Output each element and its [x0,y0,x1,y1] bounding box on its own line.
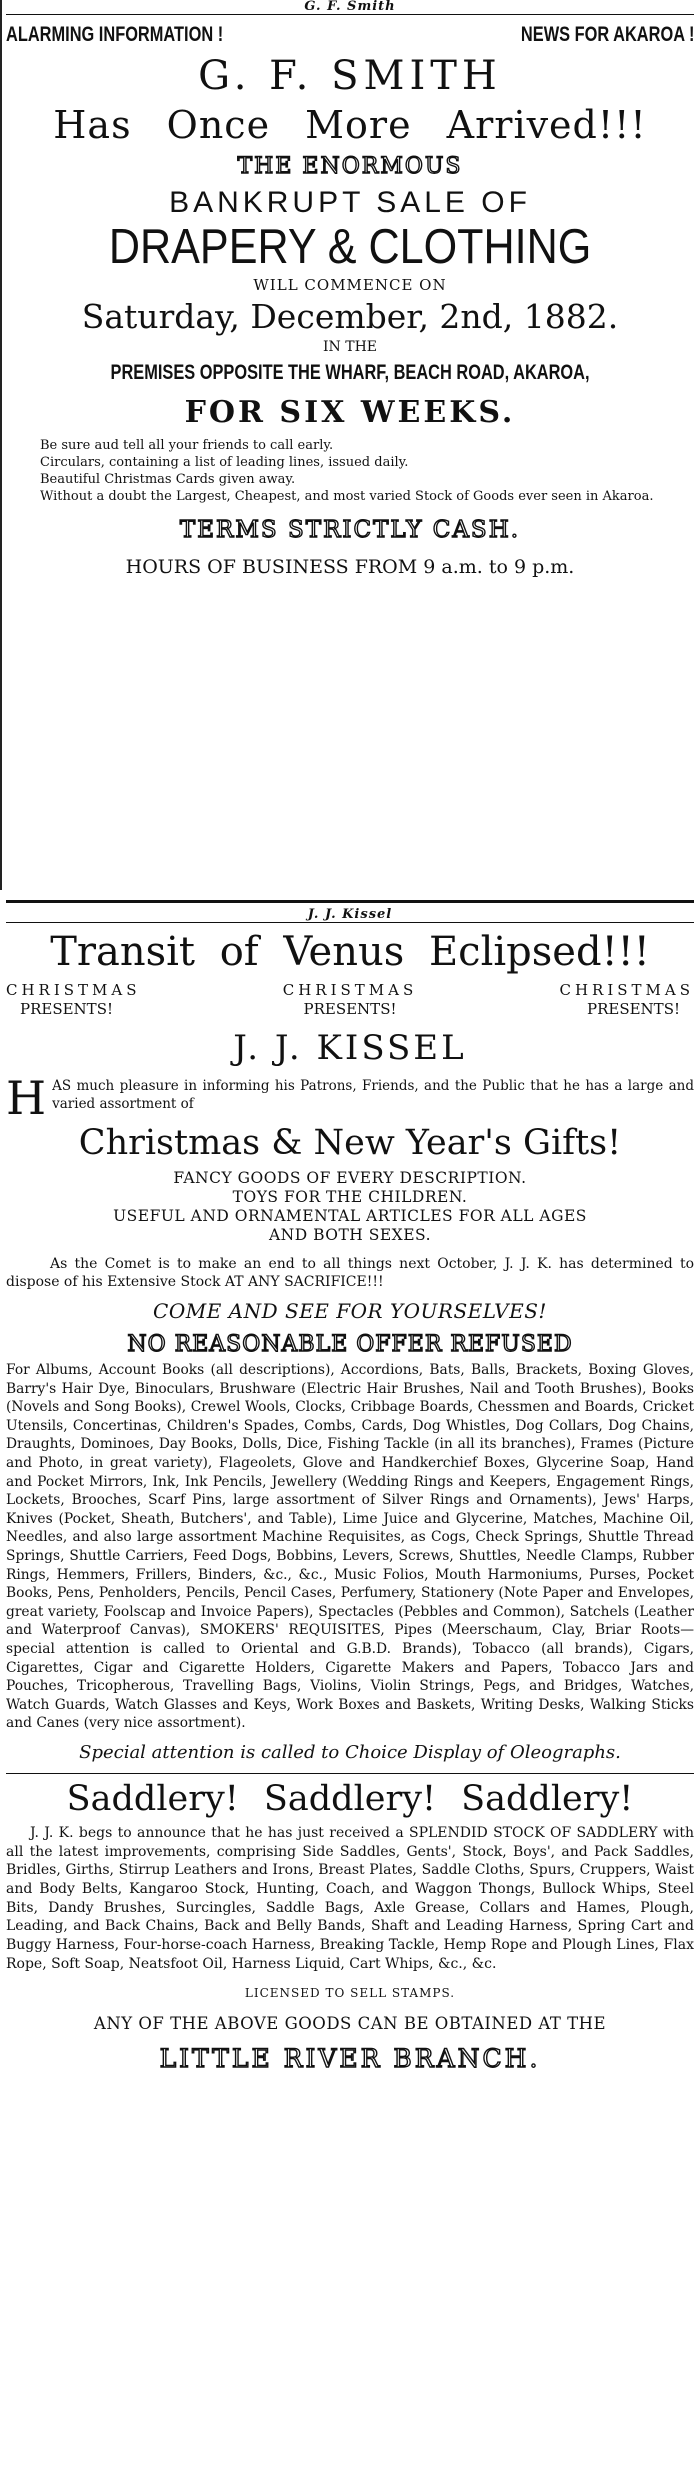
notice-line: Be sure aud tell all your friends to call early. [40,438,334,453]
branch-row [0,2036,700,2080]
bankrupt-heading: BANKRUPT SALE OF [169,186,531,219]
presents-label: PRESENTS! [303,1000,397,1018]
offer-row [0,1331,700,1361]
enormous-heading: THE ENORMOUS [237,154,463,179]
offer-heading: NO REASONABLE OFFER REFUSED [127,1332,573,1357]
christmas-label: CHRISTMAS [6,981,141,999]
premises-row [0,357,700,389]
obtained-line: ANY OF THE ABOVE GOODS CAN BE OBTAINED AT THE [93,2013,607,2033]
arrived-heading: Has Once More Arrived!!! [53,103,647,147]
saddlery-heading: Saddlery! Saddlery! Saddlery! [66,1778,634,1819]
six-weeks-row [0,389,700,437]
stamps-line: LICENSED TO SELL STAMPS. [244,1985,456,2000]
alarm-left: ALARMING INFORMATION ! [6,23,224,46]
enormous-row [0,147,700,185]
merchant-name: G. F. SMITH [198,53,502,99]
oleographs-line: Special attention is called to Choice Display of Oleographs. [79,1741,621,1763]
stock-line: Without a doubt the Largest, Cheapest, and most varied Stock of Goods ever seen in Akaroa. [40,489,654,504]
useful-line: USEFUL AND ORNAMENTAL ARTICLES FOR ALL AGES [113,1207,587,1225]
in-the-line: IN THE [323,339,377,355]
drapery-heading: DRAPERY & CLOTHING [108,220,592,274]
goods-list: For Albums, Account Books (all descriptions), Accordions, Bats, Balls, Brackets, Boxing Gloves, Barry's Hair Dye, Binoculars, Brushware (Electric Hair Brushes, Nail and Tooth Brushes), Books (Novels and Song Books), Crewel Wools, Clocks, Cribbage Boards, Chessmen and Boards, Cricket Utensils, Concertinas, Children's Spades, Combs, Cards, Dog Whistles, Dog Collars, Dog Chains, Draughts, Dominoes, Day Books, Dolls, Dice, Fishing Tackle (in all its branches), Frames (Picture and Photo, in great variety), Flageolets, Glove and Handkerchief Boxes, Glycerine Soap, Hand and Pocket Mirrors, Ink, Ink Pencils, Jewellery (Wedding Rings and Keepers, Engagement Rings, Lockets, Brooches, Scarf Pins, large assortment of Silver Rings and Ornaments), Jews' Harps, Knives (Pocket, Sheath, Butchers', and Table), Lime Juice and Glycerine, Matches, Machine Oil, Needles, and also large assortment Machine Requisites, as Cogs, Check Springs, Shuttle Thread Springs, Shuttle Carriers, Feed Dogs, Bobbins, Levers, Screws, Shuttles, Needle Clamps, Rubber Rings, Hemmers, Frillers, Binders, &c., &c., Music Folios, Mouth Harmoniums, Purses, Pocket Books, Pens, Penholders, Pencils, Pencil Cases, Perfumery, Stationery (Note Paper and Envelopes, great variety, Foolscap and Invoice Papers), Spectacles (Pebbles and Common), Satchels (Leather and Waterproof Canvas), SMOKERS' REQUISITES, Pipes (Meerschaum, Clay, Briar Roots—special attention is called to Oriental and G.B.D. Brands), Tobacco (all brands), Cigars, Cigarettes, Cigar and Cigarette Holders, Cigarette Makers and Papers, Tobacco Jars and Pouches, Tricopherous, Travelling Bags, Violins, Violin Strings, Pegs, and Bridges, Watches, Watch Guards, Watch Glasses and Keys, Work Boxes and Baskets, Writing Desks, Walking Sticks and Canes (very nice assortment). [6,1362,694,1732]
toys-line: TOYS FOR THE CHILDREN. [232,1188,468,1206]
sale-date: Saturday, December, 2nd, 1882. [81,297,619,336]
ad-header: J. J. Kissel [307,907,393,922]
notice-line: Beautiful Christmas Cards given away. [40,472,296,487]
presents-label: PRESENTS! [587,1000,680,1018]
come-and-see: COME AND SEE FOR YOURSELVES! [153,1299,547,1323]
left-border [0,0,2,890]
intro-text: AS much pleasure in informing his Patrons, Friends, and the Public that he has a large and varied assortment of [52,1078,694,1112]
ad-header: G. F. Smith [304,0,396,14]
fancy-line: FANCY GOODS OF EVERY DESCRIPTION. [173,1169,527,1187]
premises-line: PREMISES OPPOSITE THE WHARF, BEACH ROAD, AKAROA, [110,361,590,384]
alarm-row [6,15,694,49]
kissel-advertisement [0,908,700,2080]
branch-heading: LITTLE RIVER BRANCH. [159,2043,541,2073]
terms-heading: TERMS STRICTLY CASH. [179,517,521,543]
presents-label: PRESENTS! [20,1000,113,1018]
notice-lines [40,437,694,488]
business-hours: HOURS OF BUSINESS FROM 9 a.m. to 9 p.m. [125,556,575,578]
drop-cap: H [6,1077,47,1117]
christmas-row [6,981,694,1000]
commence-line: WILL COMMENCE ON [253,276,447,294]
saddlery-paragraph: J. J. K. begs to announce that he has just received a SPLENDID STOCK OF SADDLERY with all the latest improvements, comprising Side Saddles, Gents', Stock, Boys', and Pack Saddles, Bridles, Girths, Stirrup Leathers and Irons, Breast Plates, Saddle Cloths, Spurs, Cruppers, Waist and Body Belts, Kangaroo Stock, Hunting, Coach, and Waggon Thongs, Bullock Whips, Steel Bits, Dandy Brushes, Surcingles, Saddle Bags, Axle Grease, Collars and Hames, Plough, Leading, and Back Chains, Back and Belly Bands, Shaft and Leading Harness, Spring Cart and Buggy Harness, Four-horse-coach Harness, Breaking Tackle, Hemp Rope and Plough Lines, Flax Rope, Soft Soap, Neatsfoot Oil, Harness Liquid, Cart Whips, &c., &c. [6,1824,694,1972]
presents-row [20,1000,680,1019]
christmas-label: CHRISTMAS [559,981,694,999]
transit-heading: Transit of Venus Eclipsed!!! [50,929,650,975]
comet-paragraph: As the Comet is to make an end to all things next October, J. J. K. has determined to dispose of his Extensive Stock AT ANY SACRIFICE!!! [6,1256,694,1290]
alarm-right: NEWS FOR AKAROA ! [520,23,694,46]
christmas-label: CHRISTMAS [282,981,418,999]
terms-row [0,505,700,553]
six-weeks-heading: FOR SIX WEEKS. [184,395,516,430]
section-divider [6,900,694,903]
smith-advertisement [0,0,700,581]
notice-line: Circulars, containing a list of leading lines, issued daily. [40,455,409,470]
merchant-name: J. J. KISSEL [233,1028,467,1068]
gifts-heading: Christmas & New Year's Gifts! [78,1123,622,1163]
intro-paragraph [6,1077,694,1117]
drapery-row [0,221,700,273]
sexes-line: AND BOTH SEXES. [268,1226,432,1244]
